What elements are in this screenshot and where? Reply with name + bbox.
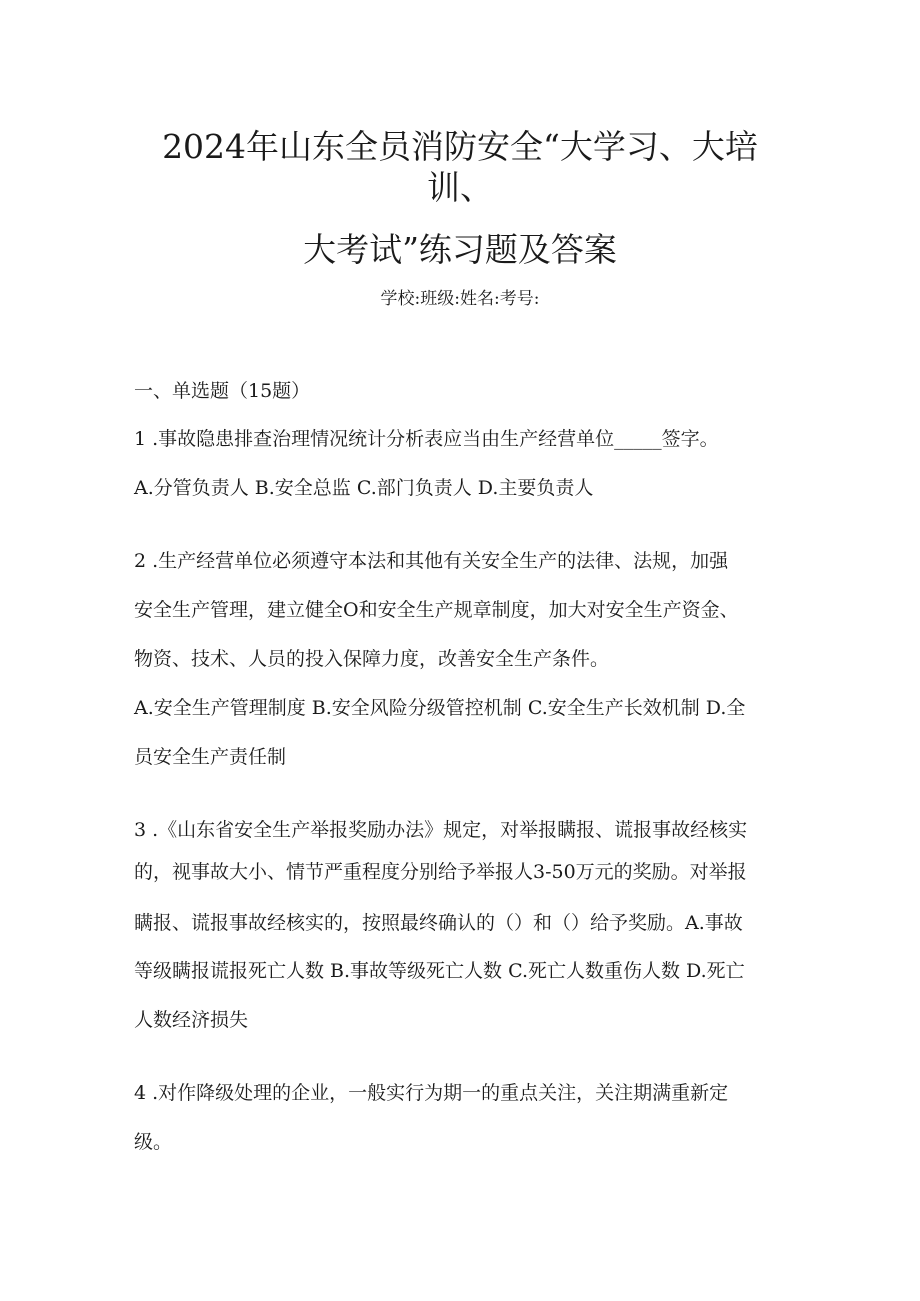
question-4-line-2: 级。 bbox=[134, 1131, 173, 1153]
document-title-line-3: 大考试”练习题及答案 bbox=[303, 230, 617, 269]
question-4-line-1: 4 .对作降级处理的企业，一般实行为期一的重点关注，关注期满重新定 bbox=[134, 1082, 729, 1104]
question-2-line-3: 物资、技术、人员的投入保障力度，改善安全生产条件。 bbox=[134, 648, 610, 670]
question-2-line-5: 员安全生产责任制 bbox=[134, 746, 287, 768]
question-1-line-1: 1 .事故隐患排查治理情况统计分析表应当由生产经营单位_____签字。 bbox=[134, 428, 719, 450]
question-3-line-1: 3 .《山东省安全生产举报奖励办法》规定，对举报瞒报、谎报事故经核实 bbox=[134, 819, 748, 841]
question-2-line-1: 2 .生产经营单位必须遵守本法和其他有关安全生产的法律、法规，加强 bbox=[134, 550, 729, 572]
question-3-line-5: 人数经济损失 bbox=[134, 1009, 249, 1031]
question-1-line-2: A.分管负责人 B.安全总监 C.部门负责人 D.主要负责人 bbox=[134, 477, 594, 499]
question-3-line-4: 等级瞒报谎报死亡人数 B.事故等级死亡人数 C.死亡人数重伤人数 D.死亡 bbox=[134, 960, 745, 982]
section-heading: 一、单选题（15题） bbox=[134, 380, 311, 402]
student-info-line: 学校:班级:姓名:考号: bbox=[380, 289, 540, 309]
question-3-line-3: 瞒报、谎报事故经核实的，按照最终确认的（）和（）给予奖励。A.事故 bbox=[134, 912, 743, 934]
question-2-line-2: 安全生产管理，建立健全O和安全生产规章制度，加大对安全生产资金、 bbox=[134, 599, 739, 621]
document-title-line-2: 训、 bbox=[427, 168, 493, 207]
document-title-line-1: 2024年山东全员消防安全“大学习、大培 bbox=[162, 127, 758, 166]
question-2-line-4: A.安全生产管理制度 B.安全风险分级管控机制 C.安全生产长效机制 D.全 bbox=[134, 697, 746, 719]
question-3-line-2: 的，视事故大小、情节严重程度分别给予举报人3-50万元的奖励。对举报 bbox=[134, 861, 747, 883]
